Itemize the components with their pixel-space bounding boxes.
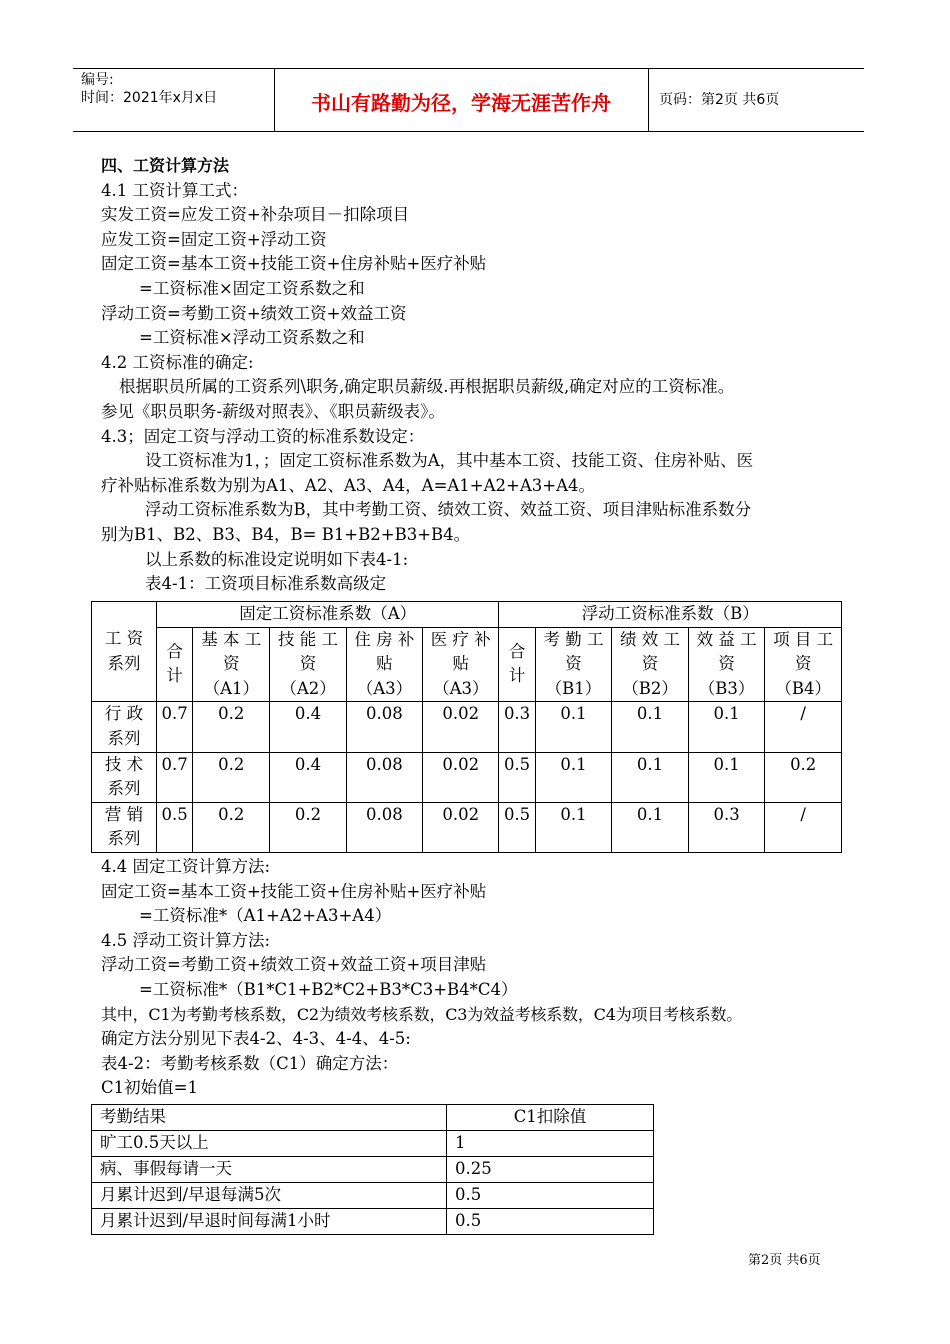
text-line: 浮动工资=考勤工资+绩效工资+效益工资+项目津贴: [101, 955, 487, 975]
text-line: C1初始值=1: [101, 1078, 198, 1098]
table-cell: 0.2: [193, 802, 270, 852]
text-line: =工资标准*（A1+A2+A3+A4）: [139, 906, 392, 926]
text-line: 4.2 工资标准的确定:: [101, 352, 254, 372]
row-label: 技 术 系列: [92, 752, 157, 802]
text-line: 实发工资=应发工资+补杂项目－扣除项目: [101, 205, 410, 225]
table-header-cell: 考 勤 工资 （B1）: [535, 627, 612, 702]
attendance-table: [91, 1104, 654, 1235]
table-header-cell: 合计: [157, 627, 193, 702]
table-header-cell: 住 房 补贴 （A3）: [346, 627, 422, 702]
row-label: 营 销 系列: [92, 802, 157, 852]
code-label: 编号:: [81, 72, 114, 88]
text-line: 以上系数的标准设定说明如下表4-1:: [145, 549, 409, 569]
table-cell: /: [765, 802, 842, 852]
table-cell: 0.1: [612, 752, 689, 802]
table-cell: 0.02: [423, 802, 499, 852]
table-header-cell: 考勤结果: [92, 1105, 447, 1131]
table-row: [92, 702, 842, 752]
table-cell: 0.02: [423, 752, 499, 802]
table-header-cell: 医 疗 补贴 （A3）: [423, 627, 499, 702]
text-line: 其中，C1为考勤考核系数，C2为绩效考核系数，C3为效益考核系数，C4为项目考核系数。: [101, 1004, 743, 1024]
table-row: [92, 1105, 654, 1131]
table-header-cell: 技 能 工资 （A2）: [270, 627, 346, 702]
table-cell: 0.1: [535, 702, 612, 752]
table-caption: 表4-2：考勤考核系数（C1）确定方法：: [101, 1053, 399, 1073]
table-caption: 表4-1：工资项目标准系数高级定: [145, 574, 387, 594]
document-body-continued: [101, 855, 846, 1101]
table-cell: /: [765, 702, 842, 752]
table-header-cell: C1扣除值: [447, 1105, 654, 1131]
table-cell: 0.25: [447, 1157, 654, 1183]
table-row: [92, 1183, 654, 1209]
text-line: 固定工资=基本工资+技能工资+住房补贴+医疗补贴: [101, 881, 487, 901]
table-row: [92, 627, 842, 702]
text-line: =工资标准×固定工资系数之和: [139, 278, 365, 298]
table-cell: 1: [447, 1131, 654, 1157]
header-divider: [648, 69, 649, 131]
text-line: 确定方法分别见下表4-2、4-3、4-4、4-5:: [101, 1029, 411, 1049]
time-label: 时间：2021年x月x日: [81, 90, 218, 106]
table-row: [92, 752, 842, 802]
table-header-cell: 效 益 工资 （B3）: [688, 627, 765, 702]
text-line: 固定工资=基本工资+技能工资+住房补贴+医疗补贴: [101, 254, 487, 274]
text-line: 浮动工资=考勤工资+绩效工资+效益工资: [101, 303, 407, 323]
table-row: [92, 602, 842, 628]
text-line: 4.5 浮动工资计算方法:: [101, 930, 271, 950]
header-meta: [81, 71, 276, 107]
table-header-cell: 工 资 系列: [92, 602, 157, 702]
table-cell: 月累计迟到/早退时间每满1小时: [92, 1209, 447, 1235]
table-row: [92, 1209, 654, 1235]
table-header-cell: 合计: [499, 627, 535, 702]
text-line: 根据职员所属的工资系列\职务,确定职员薪级.再根据职员薪级,确定对应的工资标准。: [119, 377, 735, 397]
coefficient-table: [91, 601, 842, 853]
table-cell: 0.2: [765, 752, 842, 802]
table-row: [92, 1157, 654, 1183]
table-cell: 月累计迟到/早退每满5次: [92, 1183, 447, 1209]
table-cell: 0.5: [447, 1183, 654, 1209]
text-line: 4.3；固定工资与浮动工资的标准系数设定：: [101, 426, 425, 446]
text-line: =工资标准*（B1*C1+B2*C2+B3*C3+B4*C4）: [139, 979, 518, 999]
header-page-label: 页码：第2页 共6页: [659, 92, 780, 108]
table-cell: 0.08: [346, 802, 422, 852]
text-line: 别为B1、B2、B3、B4，B= B1+B2+B3+B4。: [101, 524, 471, 544]
table-cell: 0.1: [535, 752, 612, 802]
table-cell: 0.08: [346, 752, 422, 802]
text-line: 应发工资=固定工资+浮动工资: [101, 229, 327, 249]
table-cell: 0.5: [157, 802, 193, 852]
table-row: [92, 1131, 654, 1157]
text-line: 4.4 固定工资计算方法:: [101, 857, 271, 876]
table-cell: 旷工0.5天以上: [92, 1131, 447, 1157]
table-cell: 0.5: [499, 802, 535, 852]
table-cell: 0.2: [270, 802, 346, 852]
table-header-cell: 绩 效 工资 （B2）: [612, 627, 689, 702]
table-cell: 0.7: [157, 702, 193, 752]
page-header: [73, 68, 864, 132]
table-cell: 0.1: [688, 702, 765, 752]
page-footer: 第2页 共6页: [748, 1253, 821, 1268]
table-header-cell: 项 目 工资 （B4）: [765, 627, 842, 702]
row-label: 行 政 系列: [92, 702, 157, 752]
section-heading: 四、工资计算方法: [101, 156, 230, 175]
text-line: 参见《职员职务-薪级对照表》、《职员薪级表》。: [101, 401, 445, 421]
text-line: 4.1 工资计算工式：: [101, 180, 248, 200]
table-cell: 0.5: [447, 1209, 654, 1235]
table-row: [92, 802, 842, 852]
table-cell: 0.3: [499, 702, 535, 752]
text-line: 疗补贴标准系数为别为A1、A2、A3、A4，A=A1+A2+A3+A4。: [101, 475, 596, 495]
table-cell: 0.1: [535, 802, 612, 852]
table-cell: 0.2: [193, 702, 270, 752]
table-cell: 病、事假每请一天: [92, 1157, 447, 1183]
table-cell: 0.1: [688, 752, 765, 802]
header-motto: 书山有路勤为径，学海无涯苦作舟: [311, 91, 611, 115]
table-cell: 0.7: [157, 752, 193, 802]
table-cell: 0.1: [612, 702, 689, 752]
table-cell: 0.08: [346, 702, 422, 752]
table-header-cell: 固定工资标准系数（A）: [157, 602, 499, 628]
table-cell: 0.4: [270, 752, 346, 802]
table-cell: 0.2: [193, 752, 270, 802]
text-line: 浮动工资标准系数为B，其中考勤工资、绩效工资、效益工资、项目津贴标准系数分: [145, 500, 752, 520]
table-cell: 0.4: [270, 702, 346, 752]
table-cell: 0.1: [612, 802, 689, 852]
table-header-cell: 浮动工资标准系数（B）: [499, 602, 842, 628]
table-cell: 0.3: [688, 802, 765, 852]
table-header-cell: 基 本 工 资 （A1）: [193, 627, 270, 702]
document-body: [101, 154, 846, 597]
table-cell: 0.02: [423, 702, 499, 752]
text-line: 设工资标准为1，；固定工资标准系数为A，其中基本工资、技能工资、住房补贴、医: [145, 451, 754, 471]
table-cell: 0.5: [499, 752, 535, 802]
text-line: =工资标准×浮动工资系数之和: [139, 328, 365, 348]
